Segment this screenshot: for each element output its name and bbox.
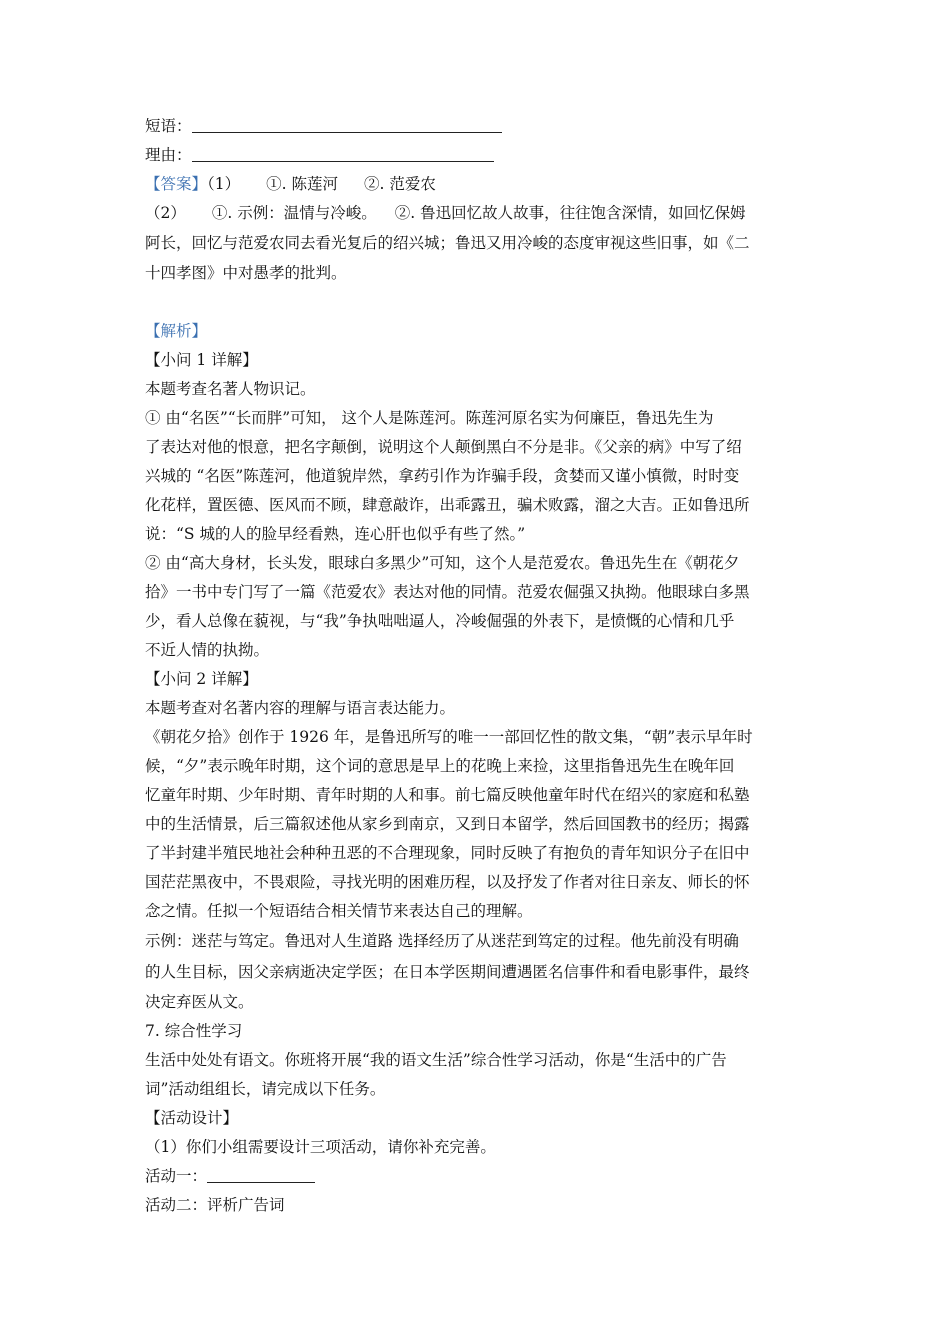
- sub1-p2-line: 拾》一书中专门写了一篇《范爱农》表达对他的同情。范爱农倔强又执拗。他眼球白多黑: [145, 583, 750, 601]
- answer-q1-a: ①. 陈莲河: [266, 175, 338, 193]
- sub1-p2-line: 不近人情的执拗。: [145, 641, 270, 659]
- document-page: [145, 112, 815, 1220]
- activity1-blank[interactable]: [207, 1164, 315, 1183]
- analysis-tag: 【解析】: [145, 322, 208, 340]
- q7-intro-line: 词”活动组组长，请完成以下任务。: [145, 1080, 386, 1098]
- reason-line: [145, 141, 815, 170]
- sub2-p1-line: 中的生活情景，后三篇叙述他从家乡到南京，又到日本留学，然后回国教书的经历；揭露: [145, 815, 750, 833]
- sub2-example-line: 的人生目标，因父亲病逝决定学医；在日本学医期间遭遇匿名信事件和看电影事件，最终: [145, 963, 750, 981]
- q7-design-tag: 【活动设计】: [145, 1109, 239, 1127]
- sub1-p1-line: 化花样，置医德、医风而不顾，肆意敲诈，出乖露丑，骗术败露，溜之大吉。正如鲁迅所: [145, 496, 750, 514]
- sub1-p1-line: 了表达对他的恨意，把名字颠倒，说明这个人颠倒黑白不分是非。《父亲的病》中写了绍: [145, 438, 742, 456]
- answer-q2-line1: [145, 199, 815, 228]
- q7-title: 7. 综合性学习: [145, 1022, 243, 1040]
- sub2-intro: 本题考查对名著内容的理解与语言表达能力。: [145, 699, 456, 717]
- answer-q2-num: （2）: [145, 204, 186, 222]
- activity1-label: 活动一：: [145, 1167, 208, 1185]
- sub1-p2-line: 少，看人总像在藐视，与“我”争执咄咄逼人，冷峻倔强的外表下，是愤慨的心情和几乎: [145, 612, 735, 630]
- activity1-line: [145, 1162, 815, 1191]
- sub2-p1-line: 念之情。任拟一个短语结合相关情节来表达自己的理解。: [145, 902, 533, 920]
- reason-label: 理由：: [145, 146, 192, 164]
- reason-blank[interactable]: [192, 143, 494, 162]
- sub2-example-line: 示例：迷茫与笃定。鲁迅对人生道路 选择经历了从迷茫到笃定的过程。他先前没有明确: [145, 932, 739, 950]
- sub2-example-line: 决定弃医从文。: [145, 993, 254, 1011]
- answer-q1-num: （1）: [207, 175, 241, 193]
- answer-q2-line3: 十四孝图》中对愚孝的批判。: [145, 264, 347, 282]
- sub1-title: 【小问 1 详解】: [145, 351, 258, 369]
- answer-tag: 【答案】: [145, 175, 208, 193]
- answer-q2-line2: 阿长，回忆与范爱农同去看光复后的绍兴城；鲁迅又用冷峻的态度审视这些旧事，如《二: [145, 234, 750, 252]
- phrase-line: [145, 112, 815, 141]
- phrase-blank[interactable]: [192, 114, 502, 133]
- answer-q2-a: ①. 示例：温情与冷峻。: [211, 204, 377, 222]
- sub1-p2-line: ② 由“高大身材，长头发，眼球白多黑少”可知，这个人是范爱农。鲁迅先生在《朝花夕: [145, 554, 740, 572]
- activity2-line: 活动二：评析广告词: [145, 1196, 285, 1214]
- sub2-p1-line: 忆童年时期、少年时期、青年时期的人和事。前七篇反映他童年时代在绍兴的家庭和私塾: [145, 786, 750, 804]
- sub2-p1-line: 了半封建半殖民地社会种种丑恶的不合理现象，同时反映了有抱负的青年知识分子在旧中: [145, 844, 750, 862]
- sub2-p1-line: 国茫茫黑夜中，不畏艰险，寻找光明的困难历程，以及抒发了作者对往日亲友、师长的怀: [145, 873, 750, 891]
- phrase-label: 短语：: [145, 117, 192, 135]
- sub2-p1-line: 《朝花夕拾》创作于 1926 年，是鲁迅所写的唯一一部回忆性的散文集，“朝”表示早年时: [145, 728, 753, 746]
- sub1-intro: 本题考查名著人物识记。: [145, 380, 316, 398]
- sub2-p1-line: 候，“夕”表示晚年时期，这个词的意思是早上的花晚上来捡，这里指鲁迅先生在晚年回: [145, 757, 735, 775]
- sub1-p1-line: 兴城的 “名医”陈莲河，他道貌岸然，拿药引作为诈骗手段，贪婪而又谨小慎微，时时变: [145, 467, 740, 485]
- answer-q1-b: ②. 范爱农: [364, 175, 436, 193]
- answer-q1-line: [145, 170, 815, 199]
- q7-task1: （1）你们小组需要设计三项活动，请你补充完善。: [145, 1138, 496, 1156]
- sub1-p1-line: 说：“S 城的人的脸早经看熟，连心肝也似乎有些了然。”: [145, 525, 526, 543]
- sub2-title: 【小问 2 详解】: [145, 670, 258, 688]
- answer-q2-b: ②. 鲁迅回忆故人故事，往往饱含深情，如回忆保姆: [394, 204, 746, 222]
- q7-intro-line: 生活中处处有语文。你班将开展“我的语文生活”综合性学习活动，你是“生活中的广告: [145, 1051, 727, 1069]
- sub1-p1-line: ① 由“名医”“长而胖”可知， 这个人是陈莲河。陈莲河原名实为何廉臣，鲁迅先生为: [145, 409, 714, 427]
